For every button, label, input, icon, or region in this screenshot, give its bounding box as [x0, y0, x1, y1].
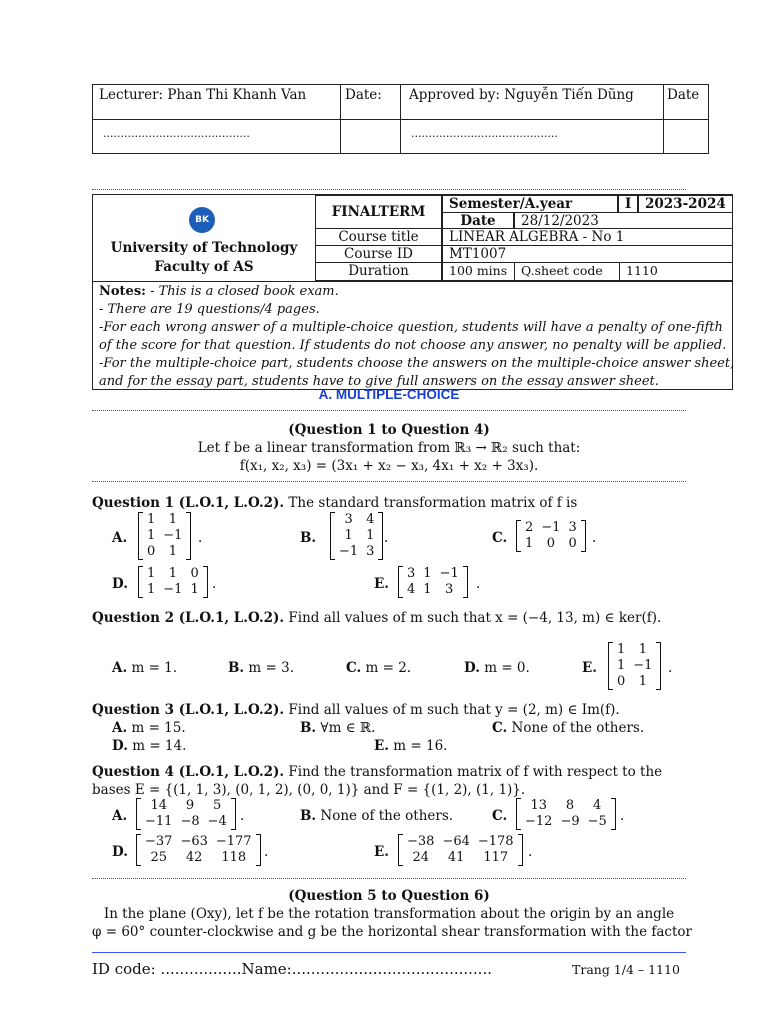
- course-title-value: LINEAR ALGEBRA - No 1: [442, 228, 733, 246]
- q3-option-d: D. m = 14.: [112, 738, 187, 754]
- group1-line1: Let f be a linear transformation from ℝ₃ → ℝ₂ such that:: [197, 440, 581, 456]
- q2-option-b: B. m = 3.: [228, 660, 294, 676]
- notes-line-3: -For each wrong answer of a multiple-choice question, students will have a penalty of one-fifth: [99, 320, 723, 335]
- q2-option-c: C. m = 2.: [346, 660, 412, 676]
- q3-option-a: A. m = 15.: [112, 720, 186, 736]
- course-id-label: Course ID: [315, 245, 442, 263]
- q3-option-c: C. None of the others.: [492, 720, 645, 736]
- duration-label: Duration: [315, 262, 442, 281]
- course-id-value: MT1007: [442, 245, 733, 263]
- question-2-stem: Question 2 (L.O.1, L.O.2). Find all values of m such that x = (−4, 13, m) ∈ ker(f).: [92, 610, 662, 626]
- date-value: 28/12/2023: [514, 212, 733, 229]
- q4-option-c-matrix: 13 8 4 −12 −9 −5: [516, 798, 616, 830]
- qsheet-code-value: 1110: [619, 262, 733, 281]
- semester-value: I: [618, 195, 638, 213]
- group2-title: (Question 5 to Question 6): [288, 888, 490, 904]
- q3-option-e: E. m = 16.: [374, 738, 448, 754]
- q2-option-e-label: E.: [582, 660, 597, 676]
- notes-line-5: -For the multiple-choice part, students choose the answers on the multiple-choice answer sheet,: [99, 356, 735, 371]
- group1-title: (Question 1 to Question 4): [288, 422, 490, 438]
- q4-option-a-label: A.: [112, 808, 128, 824]
- question-1-stem: Question 1 (L.O.1, L.O.2). The standard transformation matrix of f is: [92, 495, 578, 511]
- group2-line2: φ = 60° counter-clockwise and g be the horizontal shear transformation with the factor: [92, 924, 692, 940]
- lecturer-signature-dots: ..........................................: [103, 127, 250, 140]
- q1-option-a-label: A.: [112, 530, 128, 546]
- q4-option-a-matrix: 14 9 5 −11 −8 −4: [136, 798, 236, 830]
- notes-line-1: Notes: - This is a closed book exam.: [99, 284, 339, 299]
- year-value: 2023-2024: [638, 195, 733, 213]
- q2-option-e-matrix: 1 1 1 −1 0 1: [608, 642, 661, 690]
- section-title: A. MULTIPLE-CHOICE: [318, 387, 460, 402]
- date-label-1: Date:: [345, 87, 382, 103]
- exam-type: FINALTERM: [315, 195, 442, 229]
- q1-option-d-matrix: 1 1 0 1 −1 1: [138, 566, 208, 598]
- question-4-stem-2: bases E = {(1, 1, 3), (0, 1, 2), (0, 0, 1)} and F = {(1, 2), (1, 1)}.: [92, 782, 526, 798]
- semester-label: Semester/A.year: [442, 195, 618, 213]
- date-label-2: Date: [667, 87, 700, 103]
- divider: [92, 189, 686, 190]
- course-title-label: Course title: [315, 228, 442, 246]
- q1-option-e-label: E.: [374, 576, 389, 592]
- id-name-field: ID code: .................Name:..........................................: [92, 960, 492, 978]
- notes-line-4: of the score for that question. If students do not choose any answer, no penalty will be applied.: [99, 338, 727, 353]
- question-3-stem: Question 3 (L.O.1, L.O.2). Find all values of m such that y = (2, m) ∈ Im(f).: [92, 702, 620, 718]
- duration-value: 100 mins: [442, 262, 515, 281]
- approval-table: [92, 84, 709, 154]
- q2-option-a: A. m = 1.: [112, 660, 178, 676]
- q4-option-b: B. None of the others.: [300, 808, 454, 824]
- q4-option-c-label: C.: [492, 808, 508, 824]
- q4-option-e-label: E.: [374, 844, 389, 860]
- date-label: Date: [442, 212, 514, 229]
- approved-label: Approved by: Nguyễn Tiến Dũng: [409, 87, 634, 103]
- group1-line2: f(x₁, x₂, x₃) = (3x₁ + x₂ − x₃, 4x₁ + x₂ + 3x₃).: [239, 458, 539, 474]
- approver-signature-dots: ..........................................: [411, 127, 558, 140]
- lecturer-label: Lecturer: Phan Thi Khanh Van: [99, 87, 307, 103]
- qsheet-code-label: Q.sheet code: [514, 262, 620, 281]
- q1-option-b-matrix: 3 4 1 1 −1 3: [330, 512, 383, 560]
- footer-rule: [92, 952, 686, 953]
- divider: [92, 410, 686, 411]
- university-name: University of Technology: [110, 240, 298, 256]
- divider: [92, 878, 686, 879]
- faculty-name: Faculty of AS: [154, 259, 254, 275]
- q4-option-e-matrix: −38 −64 −178 24 41 117: [398, 834, 523, 866]
- notes-line-2: - There are 19 questions/4 pages.: [99, 302, 320, 317]
- q1-option-e-matrix: 3 1 −1 4 1 3: [398, 566, 468, 598]
- exam-header: [92, 194, 733, 390]
- q4-option-d-matrix: −37 −63 −177 25 42 118: [136, 834, 261, 866]
- page-number: Trang 1/4 – 1110: [572, 962, 680, 977]
- q1-option-c-matrix: 2 −1 3 1 0 0: [516, 520, 586, 552]
- q1-option-b-label: B.: [300, 530, 317, 546]
- q2-option-d: D. m = 0.: [464, 660, 530, 676]
- divider: [92, 481, 686, 482]
- university-logo: BK: [189, 207, 215, 233]
- q1-option-c-label: C.: [492, 530, 508, 546]
- q1-option-a-matrix: 1 1 1 −1 0 1: [138, 512, 191, 560]
- group2-line1: In the plane (Oxy), let f be the rotation transformation about the origin by an angle: [103, 906, 675, 922]
- notes-line-6: and for the essay part, students have to give full answers on the essay answer sheet.: [99, 374, 659, 389]
- q1-option-d-label: D.: [112, 576, 128, 592]
- q3-option-b: B. ∀m ∈ ℝ.: [300, 720, 376, 736]
- q4-option-d-label: D.: [112, 844, 128, 860]
- question-4-stem: Question 4 (L.O.1, L.O.2). Find the transformation matrix of f with respect to the: [92, 764, 663, 780]
